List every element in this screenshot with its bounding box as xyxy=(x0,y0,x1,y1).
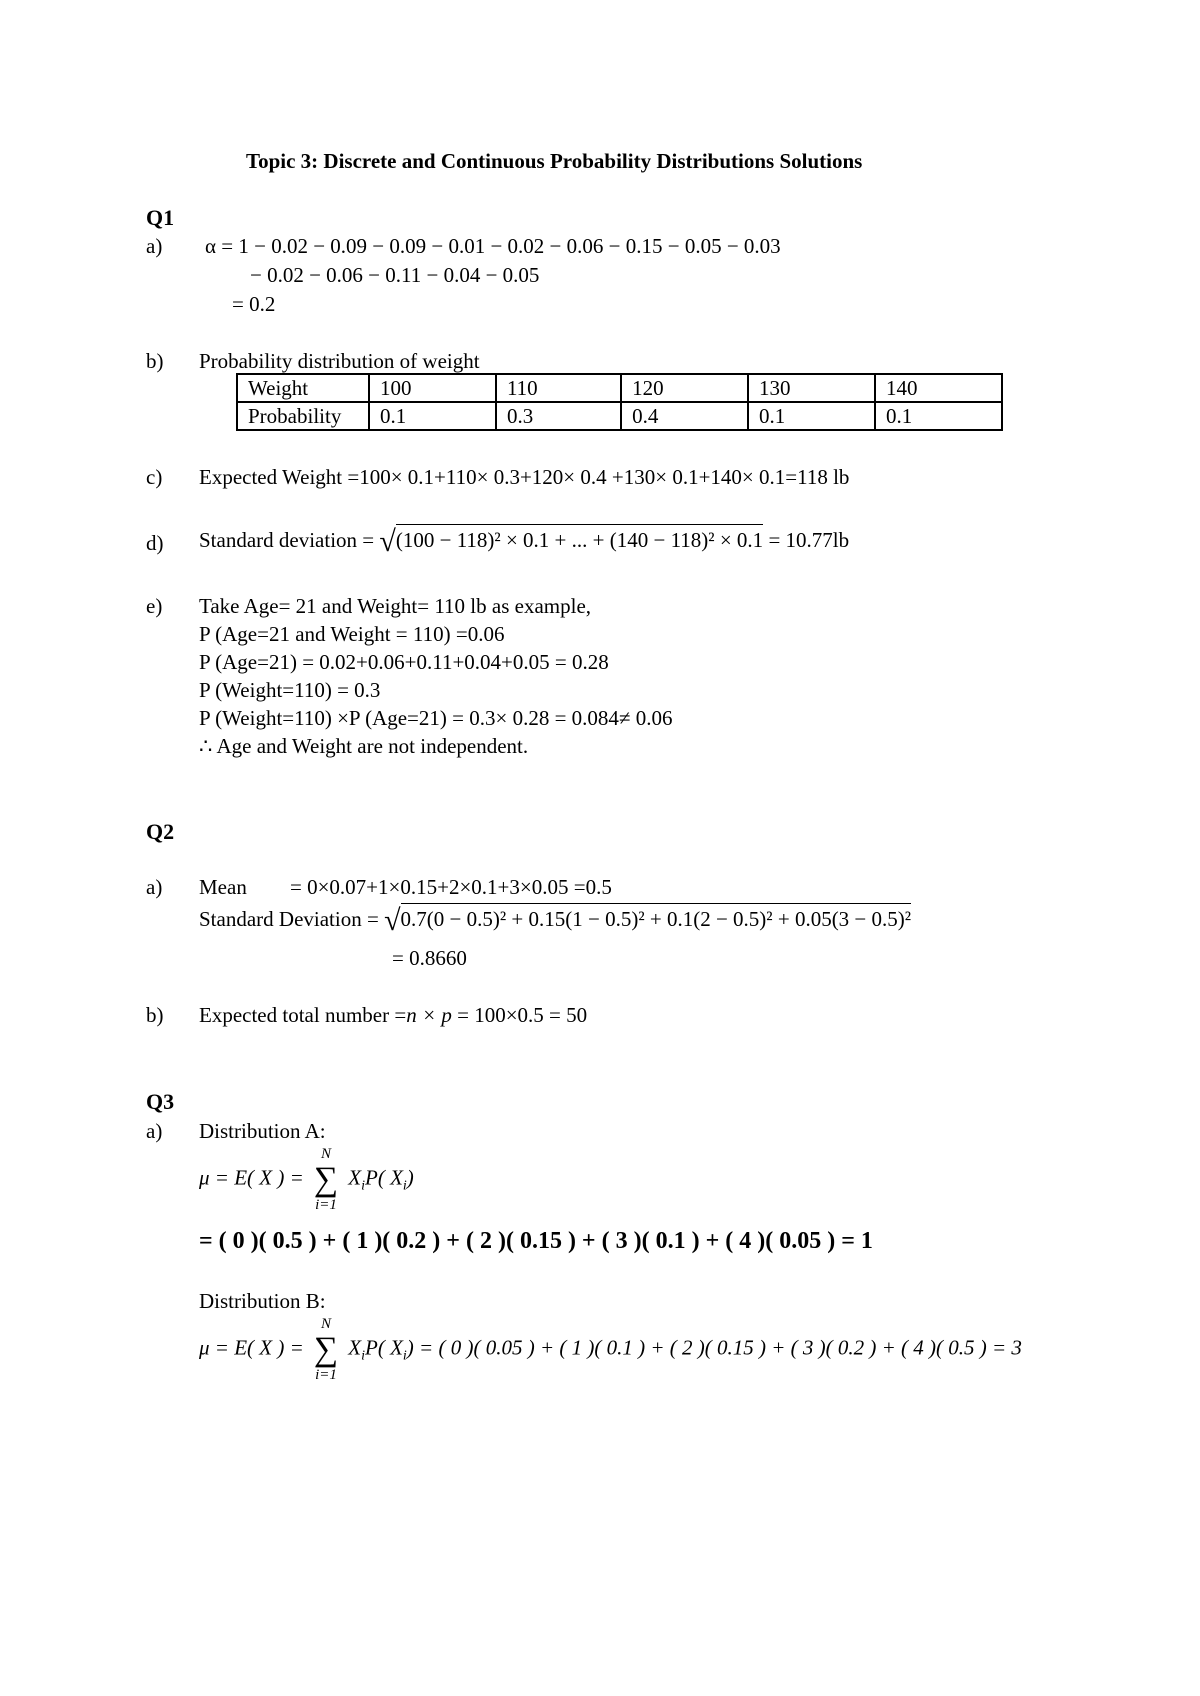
q2a-mean-label: Mean xyxy=(199,875,247,899)
sum-upper: N xyxy=(321,1316,332,1332)
sub-i: i xyxy=(402,1178,407,1194)
q1e-line: P (Weight=110) = 0.3 xyxy=(199,678,381,702)
q1d-formula xyxy=(199,524,849,557)
q1e-conclusion: ∴ Age and Weight are not independent. xyxy=(199,734,529,758)
sub-i: i xyxy=(402,1348,407,1364)
q3a-term-close: ) xyxy=(406,1335,414,1360)
q1c-label: c) xyxy=(146,465,163,489)
q3a-distA-result: = ( 0 )( 0.5 ) + ( 1 )( 0.2 ) + ( 2 )( 0.15 ) + ( 3 )( 0.1 ) + ( 4 )( 0.05 ) = 1 xyxy=(199,1228,873,1254)
q2a-sd-result: = 0.8660 xyxy=(392,946,467,970)
q1d-prefix: Standard deviation = xyxy=(199,528,375,552)
q1e-label: e) xyxy=(146,594,163,618)
q2a-sd-radicand: 0.7(0 − 0.5)² + 0.15(1 − 0.5)² + 0.1(2 − 0.5)² + 0.05(3 − 0.5)² xyxy=(401,903,912,932)
sub-i: i xyxy=(361,1178,365,1194)
q2a-sd-label: Standard Deviation = xyxy=(199,907,379,931)
table-cell: 100 xyxy=(369,374,496,402)
square-root xyxy=(384,903,911,936)
q2a-mean-value: = 0×0.07+1×0.15+2×0.1+3×0.05 =0.5 xyxy=(290,875,612,899)
radical-sign: √ xyxy=(379,525,396,558)
table-cell: 0.1 xyxy=(369,402,496,430)
q1e-line: P (Weight=110) ×P (Age=21) = 0.3× 0.28 = 0.084≠ 0.06 xyxy=(199,706,673,730)
q3a-distA-formula xyxy=(199,1146,414,1213)
q3a-term-x: X xyxy=(348,1335,362,1360)
q3a-term-close: ) xyxy=(406,1165,414,1190)
sum-lower: i=1 xyxy=(315,1366,337,1383)
q1a-label: a) xyxy=(146,234,163,258)
table-cell: 110 xyxy=(496,374,621,402)
q2b-label: b) xyxy=(146,1003,164,1027)
q1a-line1: α = 1 − 0.02 − 0.09 − 0.09 − 0.01 − 0.02 − 0.06 − 0.15 − 0.05 − 0.03 xyxy=(205,234,781,258)
table-cell: 130 xyxy=(748,374,875,402)
table-row xyxy=(237,402,1002,430)
sum-upper: N xyxy=(321,1146,332,1162)
q3a-distB-formula xyxy=(199,1316,1022,1383)
q3-heading: Q3 xyxy=(146,1089,175,1114)
q1d-label: d) xyxy=(146,531,164,555)
q2b-prefix: Expected total number = xyxy=(199,1003,407,1027)
q3a-distB-lhs: μ = E( X ) = xyxy=(199,1335,304,1360)
sub-i: i xyxy=(361,1348,365,1364)
q2-heading: Q2 xyxy=(146,819,175,844)
table-cell: Probability xyxy=(237,402,369,430)
table-cell: 140 xyxy=(875,374,1002,402)
q3a-distB-result: = ( 0 )( 0.05 ) + ( 1 )( 0.1 ) + ( 2 )( 0.15 ) + ( 3 )( 0.2 ) + ( 4 )( 0.5 ) = 3 xyxy=(419,1335,1022,1360)
q1a-line2: − 0.02 − 0.06 − 0.11 − 0.04 − 0.05 xyxy=(250,263,540,287)
q3a-term-p: P( X xyxy=(365,1165,403,1190)
table-cell: 0.1 xyxy=(875,402,1002,430)
table-row xyxy=(237,374,1002,402)
q1b-label: b) xyxy=(146,349,164,373)
q3a-term-x: X xyxy=(348,1165,362,1190)
weight-distribution-table xyxy=(236,373,1003,431)
table-cell: 120 xyxy=(621,374,748,402)
radical-sign: √ xyxy=(384,904,401,937)
square-root xyxy=(379,524,763,557)
table-cell: 0.3 xyxy=(496,402,621,430)
q3a-distA-lhs: μ = E( X ) = xyxy=(199,1165,304,1190)
q1c-text: Expected Weight =100× 0.1+110× 0.3+120× 0.4 +130× 0.1+140× 0.1=118 lb xyxy=(199,465,850,489)
q1e-line: P (Age=21) = 0.02+0.06+0.11+0.04+0.05 = 0.28 xyxy=(199,650,609,674)
q1e-line: P (Age=21 and Weight = 110) =0.06 xyxy=(199,622,505,646)
table-cell: 0.4 xyxy=(621,402,748,430)
sigma-symbol: ∑ xyxy=(313,1330,339,1368)
q1d-radicand: (100 − 118)² × 0.1 + ... + (140 − 118)² × 0.1 xyxy=(396,524,763,553)
table-cell: 0.1 xyxy=(748,402,875,430)
sum-lower: i=1 xyxy=(315,1196,337,1213)
q1-heading: Q1 xyxy=(146,205,175,230)
table-cell: Weight xyxy=(237,374,369,402)
q2b-formula: n × p xyxy=(406,1003,452,1027)
q3a-distA-title: Distribution A: xyxy=(199,1119,326,1143)
summation xyxy=(309,1146,343,1213)
page-title: Topic 3: Discrete and Continuous Probability Distributions Solutions xyxy=(246,149,863,173)
q1e-line: Take Age= 21 and Weight= 110 lb as example, xyxy=(199,594,592,618)
summation xyxy=(309,1316,343,1383)
q3a-label: a) xyxy=(146,1119,163,1143)
q1a-line3: = 0.2 xyxy=(232,292,276,316)
sigma-symbol: ∑ xyxy=(313,1160,339,1198)
q2b-text xyxy=(199,1002,587,1028)
q3a-term-p: P( X xyxy=(365,1335,403,1360)
q2b-suffix: = 100×0.5 = 50 xyxy=(457,1003,588,1027)
q1d-suffix: = 10.77lb xyxy=(768,528,850,552)
q3a-distB-title: Distribution B: xyxy=(199,1289,326,1313)
q2a-label: a) xyxy=(146,875,163,899)
q1b-caption: Probability distribution of weight xyxy=(199,349,480,373)
q2a-sd xyxy=(199,903,911,936)
